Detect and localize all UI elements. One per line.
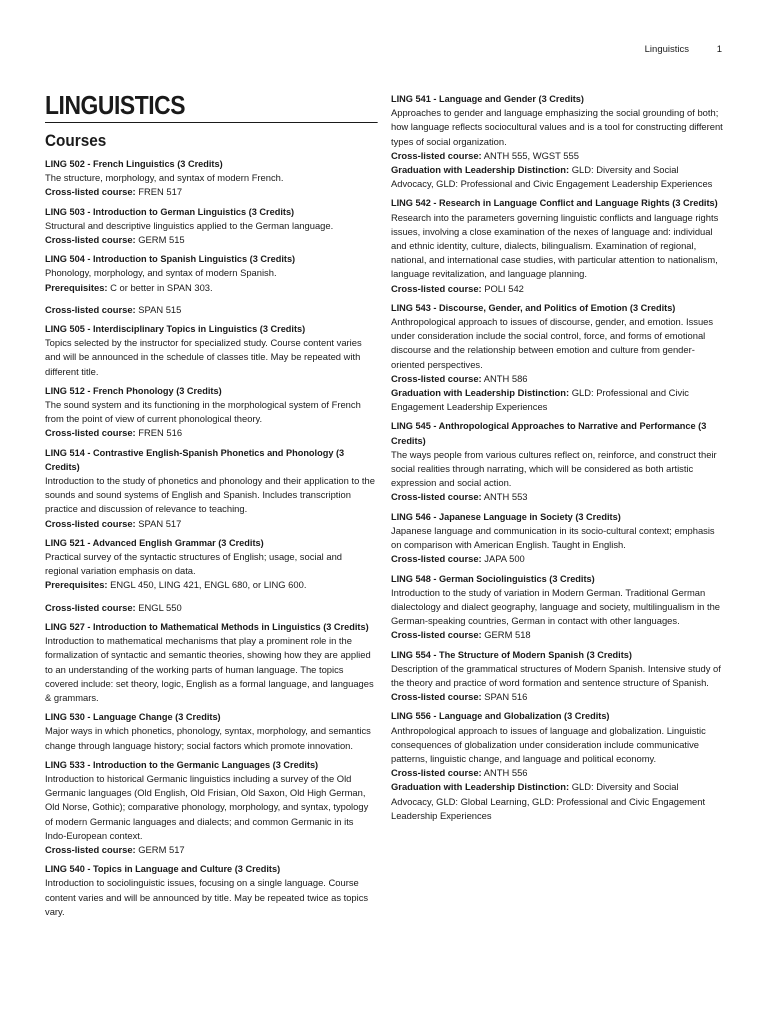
course-entry — [391, 301, 723, 415]
course-description: Japanese language and communication in its socio-cultural context; emphasis on comparison with American English. Taught in English. — [391, 524, 715, 551]
cross-listed-course — [391, 766, 723, 780]
course-heading: LING 504 - Introduction to Spanish Linguistics (3 Credits) — [45, 254, 296, 265]
course-description: The structure, morphology, and syntax of modern French. — [45, 172, 284, 184]
cross-listed-course — [45, 185, 375, 199]
course-entry — [391, 648, 723, 705]
cross-listed-course-value: FREN 516 — [138, 427, 183, 439]
leadership-distinction-label: Graduation with Leadership Distinction: — [391, 781, 570, 793]
course-description: Anthropological approach to issues of language and globalization. Linguistic consequences of globalization under consideration include communicative patterns, linguistic change, and language and political economy. — [391, 724, 706, 764]
course-entry — [45, 157, 375, 200]
cross-listed-course-label: Cross-listed course: — [45, 186, 136, 198]
course-entry — [391, 419, 723, 504]
cross-listed-course-value: ANTH 553 — [483, 491, 528, 503]
cross-listed-course-value: SPAN 515 — [138, 303, 182, 315]
course-entry — [45, 710, 375, 753]
running-header — [0, 44, 768, 58]
course-entry — [391, 510, 723, 567]
cross-listed-course-value: SPAN 516 — [484, 691, 528, 703]
cross-listed-course — [391, 282, 723, 296]
course-description: Anthropological approach to issues of discourse, gender, and emotion. Issues under consideration include the social control, force, and forms of emotional discourse and the relationship between emotion and culture from gender-oriented perspectives. — [391, 316, 714, 370]
course-entry — [45, 446, 375, 531]
course-heading: LING 530 - Language Change (3 Credits) — [45, 712, 221, 723]
cross-listed-course-value: ANTH 555, WGST 555 — [483, 149, 579, 161]
course-description: The sound system and its functioning in the morphological system of French from the point of view of current phonological theory. — [45, 399, 361, 425]
right-column — [391, 92, 723, 828]
leadership-distinction-value: GLD: Diversity and Social Advocacy, GLD: Global Learning, GLD: Professional and Civic Engagement Leadership Experiences — [391, 781, 706, 821]
course-description: Topics selected by the instructor for specialized study. Course content varies and will be announced in the schedule of classes title. May be repeated with different title. — [45, 337, 362, 377]
leadership-distinction — [391, 163, 723, 191]
course-heading: LING 543 - Discourse, Gender, and Politics of Emotion (3 Credits) — [391, 302, 676, 313]
leadership-distinction-label: Graduation with Leadership Distinction: — [391, 164, 570, 176]
cross-listed-course-value: SPAN 517 — [138, 517, 182, 529]
course-description: Structural and descriptive linguistics applied to the German language. — [45, 219, 334, 231]
cross-listed-course-label: Cross-listed course: — [391, 767, 482, 779]
prerequisites — [45, 578, 375, 592]
course-entry — [391, 196, 723, 295]
running-header-section: Linguistics — [644, 44, 689, 55]
cross-listed-course-value: ANTH 586 — [483, 372, 528, 384]
course-entry — [45, 758, 375, 857]
leadership-distinction-value: GLD: Professional and Civic Engagement Leadership Experiences — [391, 387, 689, 413]
course-description: Research into the parameters governing linguistic conflicts and language rights issues, involving a close examination of the nexes of language and: individual and ethnic identity, culture, dialects, bilingualism. Examination of regional, national, and international case studies, with particular attention to nationalism, language revitalization, and language planning. — [391, 211, 719, 280]
course-entry — [45, 536, 375, 615]
cross-listed-course-label: Cross-listed course: — [391, 282, 482, 294]
cross-listed-course — [391, 690, 723, 704]
prerequisites-label: Prerequisites: — [45, 579, 108, 591]
course-description: Phonology, morphology, and syntax of modern Spanish. — [45, 267, 277, 279]
cross-listed-course-label: Cross-listed course: — [391, 149, 482, 161]
prerequisites-label: Prerequisites: — [45, 281, 108, 293]
cross-listed-course — [391, 490, 723, 504]
cross-listed-course-value: FREN 517 — [138, 186, 183, 198]
leadership-distinction-value: GLD: Diversity and Social Advocacy, GLD: Professional and Civic Engagement Leadership Experiences — [391, 164, 713, 190]
cross-listed-course — [45, 303, 375, 317]
cross-listed-course — [391, 149, 723, 163]
leadership-distinction-label: Graduation with Leadership Distinction: — [391, 387, 570, 399]
cross-listed-course — [45, 517, 375, 531]
course-heading: LING 545 - Anthropological Approaches to Narrative and Performance (3 Credits) — [391, 421, 707, 446]
course-heading: LING 502 - French Linguistics (3 Credits) — [45, 159, 223, 169]
course-heading: LING 540 - Topics in Language and Culture (3 Credits) — [45, 864, 281, 875]
cross-listed-course-label: Cross-listed course: — [45, 303, 136, 315]
course-description: Major ways in which phonetics, phonology, syntax, morphology, and semantics change through language history; social factors which promote innovation. — [45, 725, 371, 751]
course-heading: LING 512 - French Phonology (3 Credits) — [45, 385, 222, 396]
course-heading: LING 548 - German Sociolinguistics (3 Credits) — [391, 573, 595, 584]
course-entry — [45, 384, 375, 441]
cross-listed-course-label: Cross-listed course: — [391, 372, 482, 384]
course-description: Description of the grammatical structures of Modern Spanish. Intensive study of the theory and practice of word formation and sentence structure of Spanish. — [391, 662, 721, 688]
cross-listed-course-label: Cross-listed course: — [45, 517, 136, 529]
cross-listed-course-label: Cross-listed course: — [45, 234, 136, 246]
prerequisites-value: ENGL 450, LING 421, ENGL 680, or LING 600. — [110, 579, 307, 591]
leadership-distinction — [391, 386, 723, 414]
prerequisites — [45, 281, 375, 295]
course-heading: LING 554 - The Structure of Modern Spanish (3 Credits) — [391, 649, 632, 660]
course-description: Introduction to historical Germanic linguistics including a survey of the Old Germanic languages (Old English, Old Frisian, Old Saxon, Old High German, Old Norse, Gothic); comparative phonology, morphology, and syntax, typology of modern Germanic languages and dialects; and common Germanic in its Indo-European context. — [45, 772, 369, 841]
cross-listed-course — [391, 628, 723, 642]
course-description: The ways people from various cultures reflect on, reinforce, and construct their social realities through narrating, which will be considered as both artistic expression and social action. — [391, 448, 717, 489]
course-entry — [45, 620, 375, 705]
course-entry — [45, 205, 375, 248]
course-list-right — [391, 92, 723, 823]
course-heading: LING 521 - Advanced English Grammar (3 Credits) — [45, 537, 264, 548]
cross-listed-course — [45, 843, 375, 857]
course-heading: LING 546 - Japanese Language in Society (3 Credits) — [391, 511, 621, 522]
page-title: LINGUISTICS — [45, 90, 378, 123]
cross-listed-course-value: GERM 517 — [138, 843, 185, 855]
cross-listed-course-label: Cross-listed course: — [391, 491, 482, 503]
course-description: Introduction to the study of variation in Modern German. Traditional German dialectology and dialect geography, language and society, multilingualism in the German-speaking countries, German in contact with other languages. — [391, 586, 721, 627]
cross-listed-course-label: Cross-listed course: — [391, 629, 482, 641]
course-heading: LING 514 - Contrastive English-Spanish Phonetics and Phonology (3 Credits) — [45, 447, 345, 472]
course-heading: LING 503 - Introduction to German Linguistics (3 Credits) — [45, 206, 295, 217]
cross-listed-course-value: ANTH 556 — [483, 767, 528, 779]
cross-listed-course — [391, 372, 723, 386]
cross-listed-course-label: Cross-listed course: — [45, 427, 136, 439]
leadership-distinction — [391, 780, 723, 823]
cross-listed-course — [45, 233, 375, 247]
course-entry — [45, 252, 375, 317]
cross-listed-course-value: JAPA 500 — [484, 553, 525, 565]
cross-listed-course — [45, 601, 375, 615]
course-description: Introduction to mathematical mechanisms that play a prominent role in the formalization of syntactic and semantic theories, showing how they are applied to an understanding of the working parts of human language. The topics covered include: set theory, logic, English as a formal language, and languages & grammars. — [45, 635, 374, 703]
course-list-left — [45, 157, 375, 919]
course-description: Approaches to gender and language emphasizing the social grounding of both; how language reflects sociocultural values and is a tool for constructing different types of social organization. — [391, 107, 723, 147]
course-description: Introduction to the study of phonetics and phonology and their application to the sounds and sound systems of English and Spanish. Includes transcription practice and discussion of relevance to teaching. — [45, 475, 375, 515]
course-entry — [391, 709, 723, 823]
course-heading: LING 505 - Interdisciplinary Topics in Linguistics (3 Credits) — [45, 324, 306, 335]
cross-listed-course-label: Cross-listed course: — [45, 601, 136, 613]
course-entry — [45, 862, 375, 919]
cross-listed-course — [45, 426, 375, 440]
cross-listed-course-value: POLI 542 — [484, 282, 524, 294]
course-heading: LING 541 - Language and Gender (3 Credits) — [391, 94, 584, 104]
course-heading: LING 542 - Research in Language Conflict and Language Rights (3 Credits) — [391, 198, 718, 209]
cross-listed-course-value: GERM 518 — [484, 629, 531, 641]
course-entry — [391, 92, 723, 191]
section-title: Courses — [45, 131, 107, 150]
page-number: 1 — [716, 44, 722, 55]
cross-listed-course-value: ENGL 550 — [138, 601, 182, 613]
course-heading: LING 527 - Introduction to Mathematical Methods in Linguistics (3 Credits) — [45, 621, 369, 632]
course-description: Introduction to sociolinguistic issues, focusing on a single language. Course content varies and will be announced by title. May be repeated twice as topics vary. — [45, 877, 369, 917]
cross-listed-course-label: Cross-listed course: — [391, 553, 482, 565]
prerequisites-value: C or better in SPAN 303. — [110, 281, 213, 293]
course-description: Practical survey of the syntactic structures of English; usage, social and regional variation emphasis on data. — [45, 551, 343, 577]
cross-listed-course-value: GERM 515 — [138, 234, 185, 246]
cross-listed-course-label: Cross-listed course: — [45, 843, 136, 855]
cross-listed-course-label: Cross-listed course: — [391, 691, 482, 703]
cross-listed-course — [391, 552, 723, 566]
course-entry — [45, 322, 375, 379]
left-column — [45, 90, 375, 924]
course-entry — [391, 572, 723, 643]
course-heading: LING 533 - Introduction to the Germanic Languages (3 Credits) — [45, 759, 319, 770]
course-heading: LING 556 - Language and Globalization (3 Credits) — [391, 711, 610, 722]
